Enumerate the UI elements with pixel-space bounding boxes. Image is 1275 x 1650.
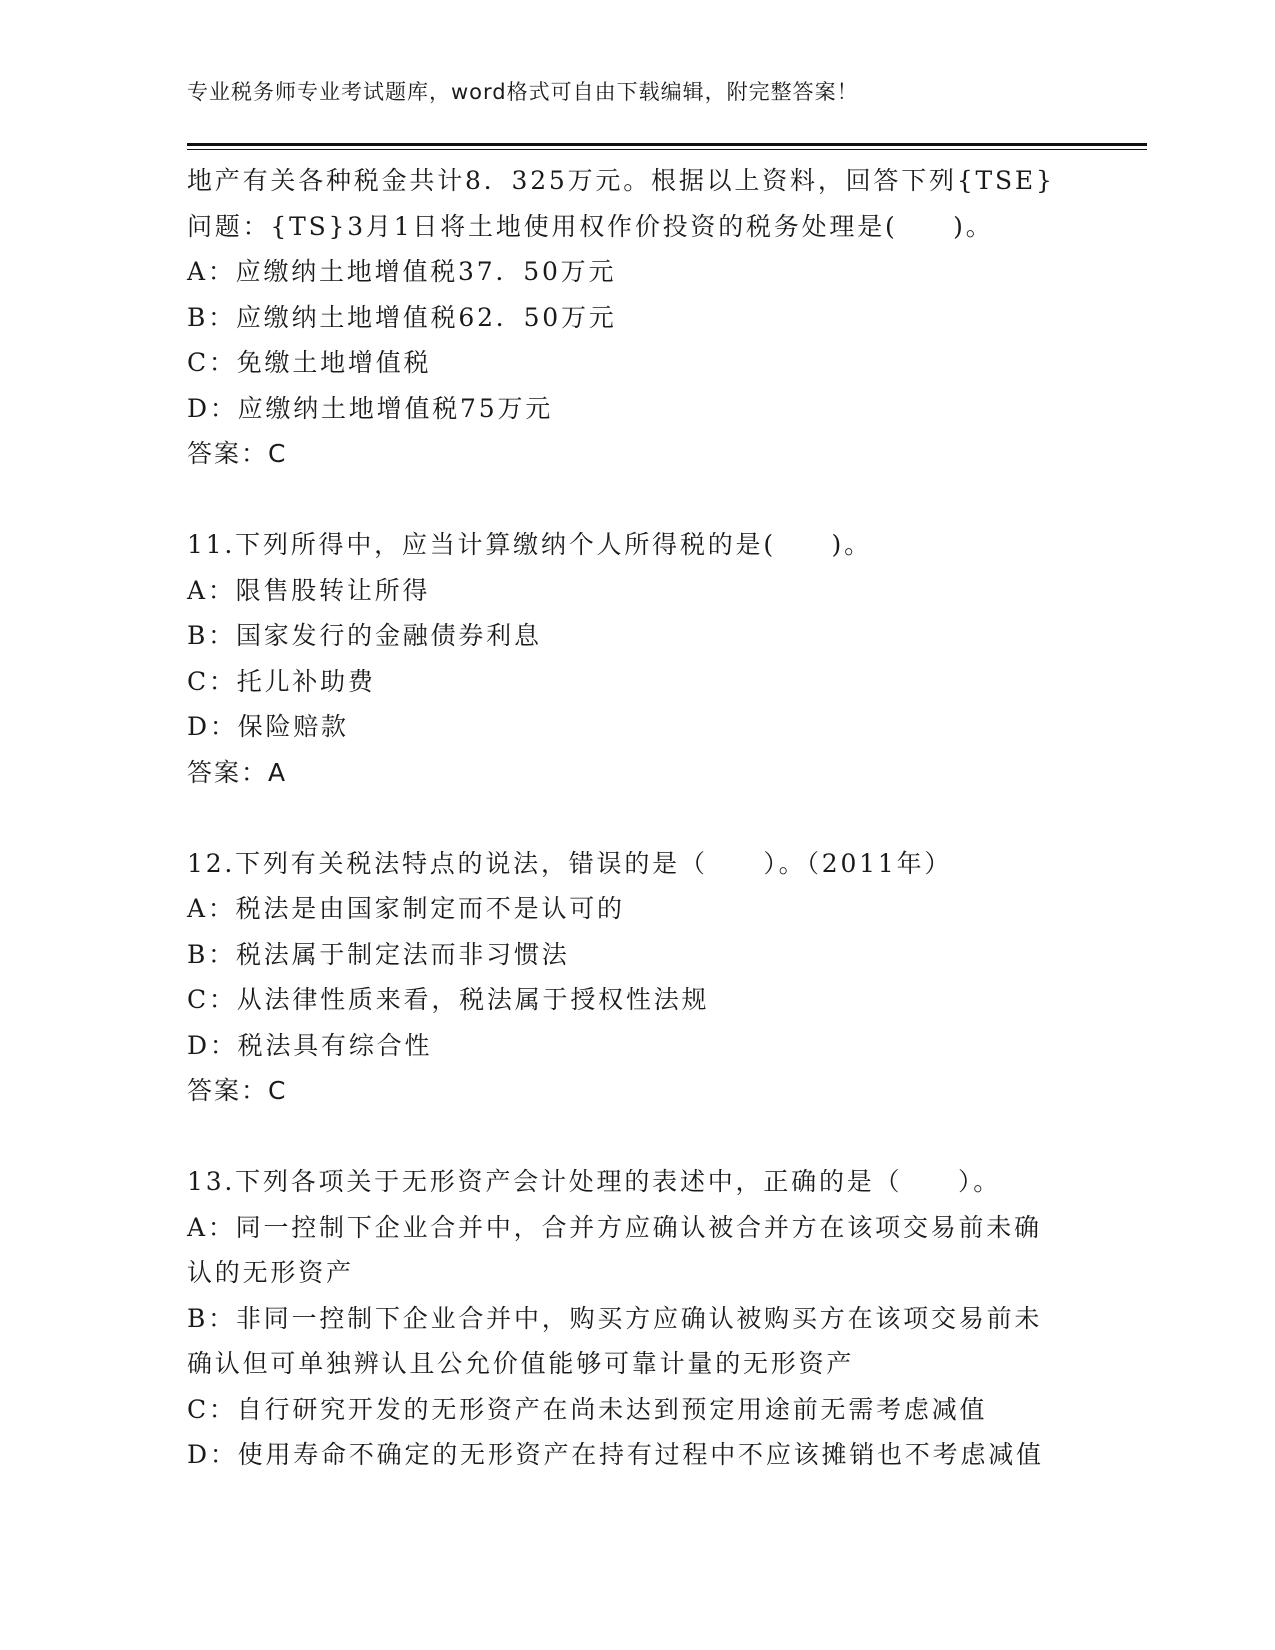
option-c: C：从法律性质来看，税法属于授权性法规 xyxy=(187,985,710,1014)
question-stem: 11.下列所得中，应当计算缴纳个人所得税的是( )。 xyxy=(187,530,872,559)
question-stem: 12.下列有关税法特点的说法，错误的是（ ）。（2011年） xyxy=(187,848,953,878)
option-d: D：税法具有综合性 xyxy=(187,1030,433,1060)
option-c: C：托儿补助费 xyxy=(187,666,376,696)
option-c: C：免缴土地增值税 xyxy=(187,348,432,377)
option-a-continued: 认的无形资产 xyxy=(187,1258,354,1287)
question-13 xyxy=(187,1159,1087,1478)
header-rule-thin xyxy=(187,149,1147,150)
option-a: A：同一控制下企业合并中，合并方应确认被合并方在该项交易前未确 xyxy=(187,1212,1042,1242)
document-body xyxy=(187,158,1087,1478)
option-a: A：限售股转让所得 xyxy=(187,575,431,605)
question-12 xyxy=(187,841,1087,1114)
option-b: B：非同一控制下企业合并中，购买方应确认被购买方在该项交易前未 xyxy=(187,1303,1043,1333)
spacer xyxy=(187,477,1087,523)
question-stem-line: 地产有关各种税金共计8．325万元。根据以上资料，回答下列{TSE} xyxy=(187,166,1055,195)
question-10-continuation xyxy=(187,158,1087,477)
option-b: B：应缴纳土地增值税62．50万元 xyxy=(187,302,617,332)
spacer xyxy=(187,795,1087,841)
option-c: C：自行研究开发的无形资产在尚未达到预定用途前无需考虑减值 xyxy=(187,1394,988,1424)
answer-line: 答案：C xyxy=(187,439,288,468)
option-b: B：国家发行的金融债券利息 xyxy=(187,621,542,650)
question-11 xyxy=(187,522,1087,795)
question-stem: 13.下列各项关于无形资产会计处理的表述中，正确的是（ ）。 xyxy=(187,1167,1002,1196)
spacer xyxy=(187,1114,1087,1160)
option-d: D：保险赔款 xyxy=(187,712,349,741)
option-d: D：使用寿命不确定的无形资产在持有过程中不应该摊销也不考虑减值 xyxy=(187,1440,1044,1469)
option-d: D：应缴纳土地增值税75万元 xyxy=(187,393,554,423)
option-a: A：应缴纳土地增值税37．50万元 xyxy=(187,257,617,286)
option-b-continued: 确认但可单独辨认且公允价值能够可靠计量的无形资产 xyxy=(187,1349,855,1378)
option-a: A：税法是由国家制定而不是认可的 xyxy=(187,894,625,923)
answer-line: 答案：C xyxy=(187,1076,288,1105)
option-b: B：税法属于制定法而非习惯法 xyxy=(187,939,570,969)
answer-line: 答案：A xyxy=(187,757,288,787)
page-header: 专业税务师专业考试题库，word格式可自由下载编辑，附完整答案！ xyxy=(187,80,859,104)
header-rule-thick xyxy=(187,143,1147,146)
question-stem-line: 问题：{TS}3月1日将土地使用权作价投资的税务处理是( )。 xyxy=(187,211,994,241)
